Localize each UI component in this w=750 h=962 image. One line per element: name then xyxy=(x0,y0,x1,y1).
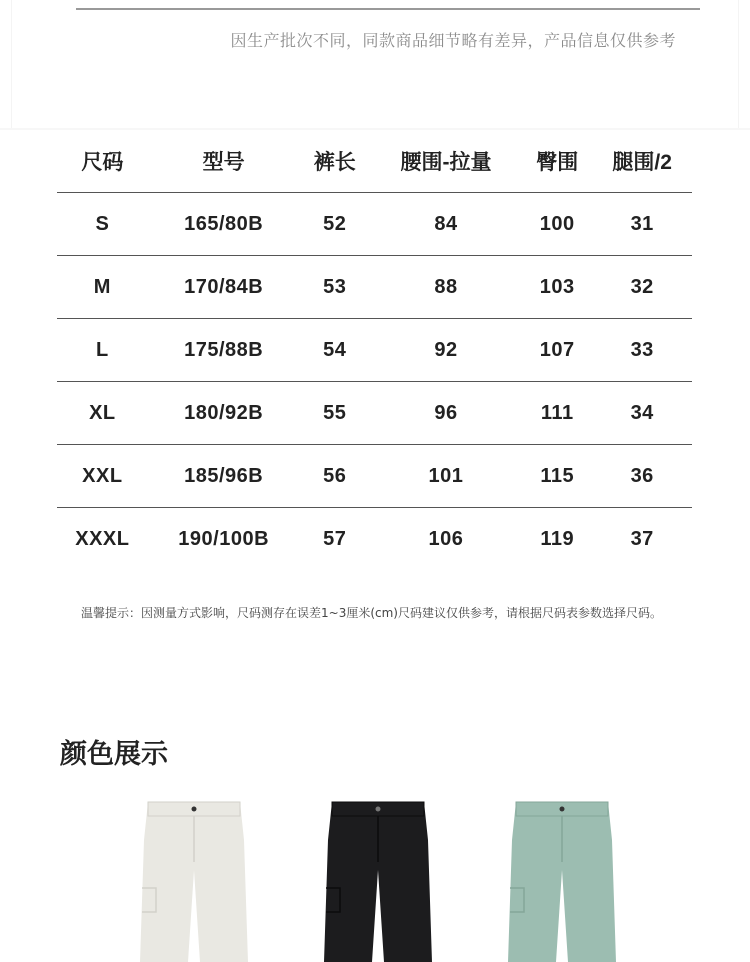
table-row xyxy=(57,508,692,571)
cell-hip: 103 xyxy=(522,256,592,319)
cell-thigh: 32 xyxy=(592,256,692,319)
table-row xyxy=(57,382,692,445)
color-section-title: 颜色展示 xyxy=(60,739,168,770)
header-model: 型号 xyxy=(148,130,300,193)
cell-waist: 101 xyxy=(370,445,522,508)
cell-length: 53 xyxy=(300,256,370,319)
cell-waist: 106 xyxy=(428,527,464,550)
white-shorts-image[interactable] xyxy=(134,800,254,962)
table-row xyxy=(57,193,692,256)
table-row xyxy=(57,256,692,319)
cell-length: 55 xyxy=(300,382,370,445)
cell-hip: 107 xyxy=(522,319,592,382)
header-size: 尺码 xyxy=(57,130,148,193)
shorts-illustration xyxy=(134,800,254,962)
size-tip: 温馨提示：因测量方式影响，尺码测存在误差1~3厘米(cm)尺码建议仅供参考，请根据尺码表参数选择尺码。 xyxy=(81,606,662,620)
header-waist: 腰围-拉量 xyxy=(370,130,522,193)
cell-thigh: 33 xyxy=(592,319,692,382)
cell-length: 54 xyxy=(300,319,370,382)
shorts-illustration xyxy=(502,800,622,962)
cell-length: 56 xyxy=(300,445,370,508)
cell-length: 57 xyxy=(323,527,347,550)
cell-model: 180/92B xyxy=(148,382,300,445)
cell-thigh: 31 xyxy=(592,193,692,256)
size-chart-table xyxy=(57,130,692,570)
cell-hip: 100 xyxy=(522,193,592,256)
table-header-row xyxy=(57,130,692,193)
cell-waist: 92 xyxy=(370,319,522,382)
cell-hip: 115 xyxy=(522,445,592,508)
header-hip: 臀围 xyxy=(522,130,592,193)
cell-thigh: 36 xyxy=(592,445,692,508)
cell-size: S xyxy=(57,193,148,256)
cell-model: 165/80B xyxy=(148,193,300,256)
header-thigh: 腿围/2 xyxy=(592,130,692,193)
cell-waist: 84 xyxy=(370,193,522,256)
cell-thigh: 34 xyxy=(592,382,692,445)
header-length: 裤长 xyxy=(300,130,370,193)
cell-size: XL xyxy=(57,382,148,445)
table-row xyxy=(57,319,692,382)
cell-thigh: 37 xyxy=(630,527,654,550)
cell-size: M xyxy=(57,256,148,319)
product-notice: 因生产批次不同，同款商品细节略有差异，产品信息仅供参考 xyxy=(230,31,676,50)
black-shorts-image[interactable] xyxy=(318,800,438,962)
cell-model: 170/84B xyxy=(148,256,300,319)
notice-card xyxy=(12,0,738,128)
shorts-illustration xyxy=(318,800,438,962)
cell-size: XXXL xyxy=(75,527,130,550)
cell-hip: 119 xyxy=(540,527,575,550)
table-row xyxy=(57,445,692,508)
cell-hip: 111 xyxy=(522,382,592,445)
cell-waist: 88 xyxy=(370,256,522,319)
divider xyxy=(76,8,700,10)
cell-length: 52 xyxy=(300,193,370,256)
mint-shorts-image[interactable] xyxy=(502,800,622,962)
cell-model: 175/88B xyxy=(148,319,300,382)
cell-model: 185/96B xyxy=(148,445,300,508)
cell-model: 190/100B xyxy=(178,527,270,550)
cell-size: XXL xyxy=(57,445,148,508)
cell-size: L xyxy=(57,319,148,382)
cell-waist: 96 xyxy=(370,382,522,445)
